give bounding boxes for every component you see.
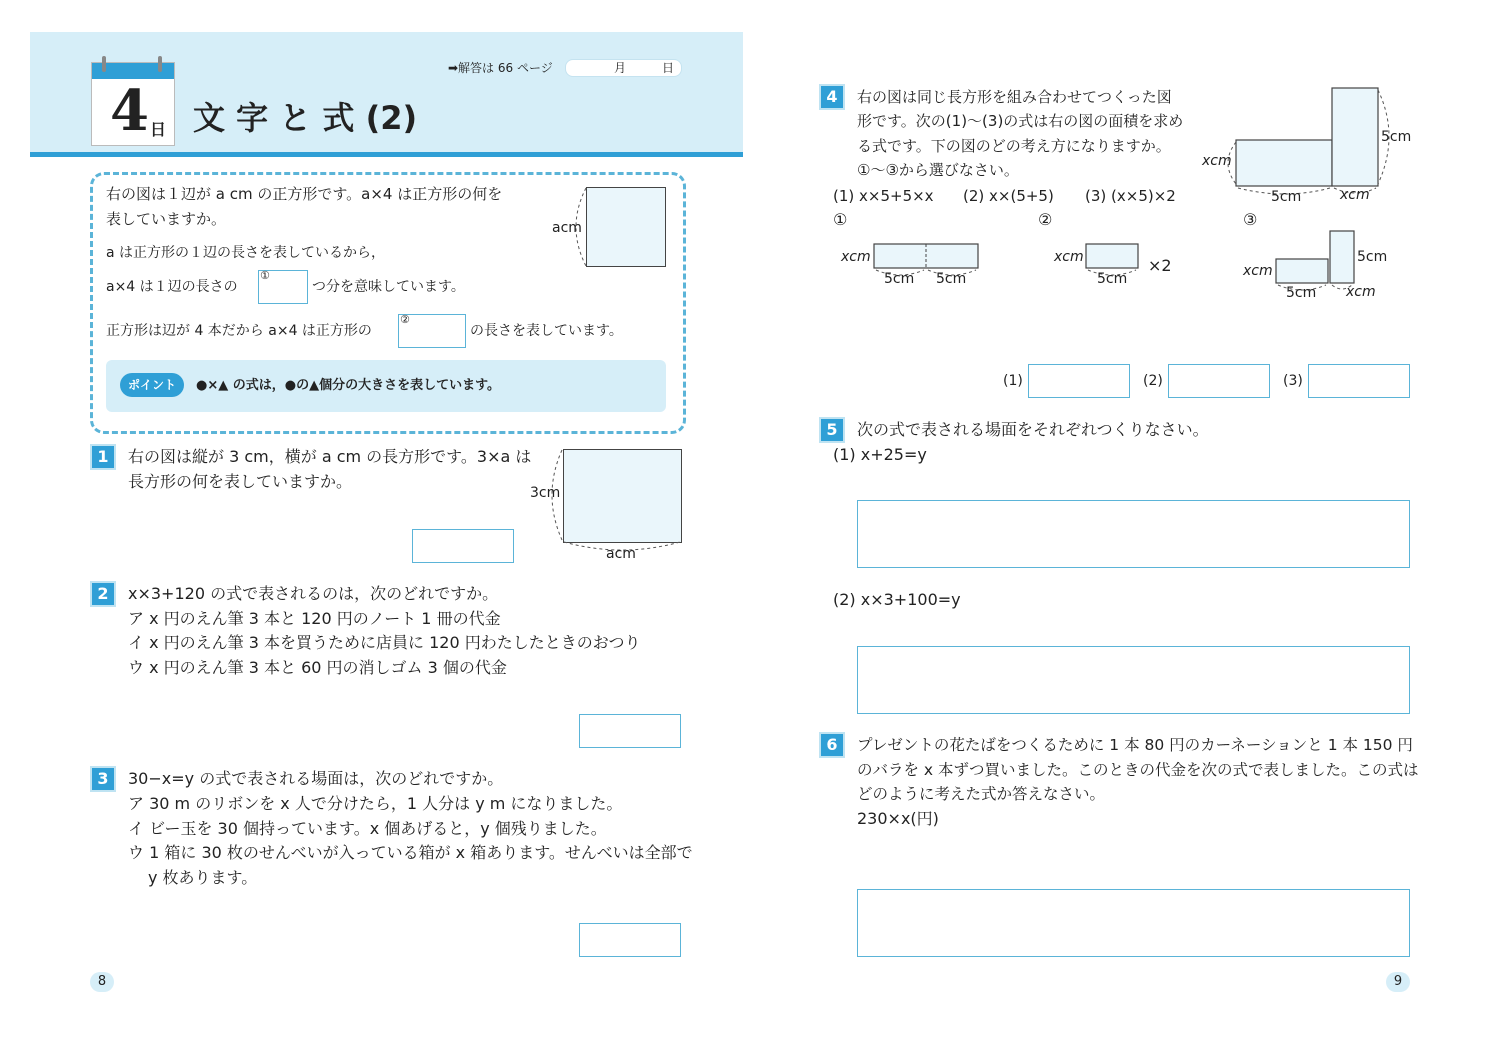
calendar-ring-icon xyxy=(158,56,162,72)
q3-option-a: ア 30 m のリボンを x 人で分けたら，1 人分は y m になりました。 xyxy=(128,794,623,813)
choice-1-x-label: xcm xyxy=(841,249,871,265)
question-number-2: 2 xyxy=(90,581,116,607)
q3-option-u-1: ウ 1 箱に 30 枚のせんべいが入っている箱が x 箱あります。せんべいは全部で xyxy=(128,843,693,862)
question-number-3: 3 xyxy=(90,766,116,792)
q5-sub-1: (1) x+25=y xyxy=(833,445,927,464)
choice-3-x-label: xcm xyxy=(1243,263,1273,279)
month-label: 月 xyxy=(614,61,627,75)
intro-line-2: 表していますか。 xyxy=(106,210,227,228)
q4-line-2: 形です。次の(1)〜(3)の式は右の図の面積を求め xyxy=(857,112,1184,130)
intro-line-5a: 正方形は辺が 4 本だから a×4 は正方形の xyxy=(106,323,372,339)
question-number-4: 4 xyxy=(819,84,845,110)
q3-option-u-2: y 枚あります。 xyxy=(148,868,258,887)
q4-line-3: る式です。下の図のどの考え方になりますか。 xyxy=(857,137,1171,155)
point-badge: ポイント xyxy=(120,373,184,397)
q4-answer-1-label: (1) xyxy=(1003,373,1023,389)
blank-1-mark: ① xyxy=(260,269,270,282)
page-number-right: 9 xyxy=(1386,972,1410,992)
q4-expression-3: (3) (x×5)×2 xyxy=(1085,187,1176,205)
q5-answer-1-box[interactable] xyxy=(857,500,1410,568)
choice-2-times-two: ×2 xyxy=(1148,256,1172,275)
l-shape-figure xyxy=(1200,82,1430,212)
choice-2-x-label: xcm xyxy=(1054,249,1084,265)
q6-line-3: どのように考えた式か答えなさい。 xyxy=(857,785,1106,803)
q1-line-2: 長方形の何を表していますか。 xyxy=(128,472,353,491)
intro-blank-2[interactable] xyxy=(398,314,466,348)
choice-1-label: ① xyxy=(833,210,848,229)
q4-answer-2-label: (2) xyxy=(1143,373,1163,389)
day-suffix: 日 xyxy=(150,120,167,139)
q4-answer-3-box[interactable] xyxy=(1308,364,1410,398)
page-title: 文 字 と 式 (2) xyxy=(193,99,418,137)
point-text: ●×▲ の式は，●の▲個分の大きさを表しています。 xyxy=(196,378,501,393)
intro-line-4b: つ分を意味しています。 xyxy=(312,279,465,295)
square-side-label: acm xyxy=(552,220,582,236)
intro-line-1: 右の図は１辺が a cm の正方形です。a×4 は正方形の何を xyxy=(106,185,503,203)
choice-1-5cm-a: 5cm xyxy=(884,271,915,287)
intro-line-3: a は正方形の１辺の長さを表しているから， xyxy=(106,245,386,261)
intro-line-4a: a×4 は１辺の長さの xyxy=(106,279,238,295)
rectangle-width-label: acm xyxy=(606,546,636,562)
q3-answer-box[interactable] xyxy=(579,923,681,957)
q1-answer-box[interactable] xyxy=(412,529,514,563)
choice-1-5cm-b: 5cm xyxy=(936,271,967,287)
day-label: 日 xyxy=(662,61,675,75)
q5-answer-2-box[interactable] xyxy=(857,646,1410,714)
l-shape-left-label: xcm xyxy=(1202,153,1232,169)
l-shape-bottom-label: 5cm xyxy=(1271,189,1302,205)
question-number-6: 6 xyxy=(819,732,845,758)
q2-line-1: x×3+120 の式で表されるのは，次のどれですか。 xyxy=(128,584,499,603)
page-number-left: 8 xyxy=(90,972,114,992)
l-shape-height-label: 5cm xyxy=(1381,129,1412,145)
rectangle-height-label: 3cm xyxy=(530,485,561,501)
choice-3-x-bottom: xcm xyxy=(1346,284,1376,300)
question-number-1: 1 xyxy=(90,444,116,470)
answer-reference: ➡解答は 66 ページ xyxy=(448,61,553,75)
square-figure xyxy=(586,187,666,267)
intro-blank-1[interactable] xyxy=(258,270,308,304)
choice-2-label: ② xyxy=(1038,210,1053,229)
intro-line-5b: の長さを表しています。 xyxy=(470,323,623,339)
question-number-5: 5 xyxy=(819,417,845,443)
q4-line-1: 右の図は同じ長方形を組み合わせてつくった図 xyxy=(857,88,1172,106)
choice-3-5cm-right: 5cm xyxy=(1357,249,1388,265)
q6-line-2: のバラを x 本ずつ買いました。このときの代金を次の式で表しました。この式は xyxy=(857,761,1419,779)
choice-2-5cm: 5cm xyxy=(1097,271,1128,287)
q6-line-4: 230×x(円) xyxy=(857,809,939,828)
rectangle-figure-braces xyxy=(540,448,685,558)
q3-line-1: 30−x=y の式で表される場面は，次のどれですか。 xyxy=(128,769,504,788)
q4-answer-1-box[interactable] xyxy=(1028,364,1130,398)
q2-option-i: イ x 円のえん筆 3 本を買うために店員に 120 円わたしたときのおつり xyxy=(128,633,641,652)
q5-sub-2: (2) x×3+100=y xyxy=(833,590,961,609)
q4-line-4: ①〜③から選びなさい。 xyxy=(857,161,1019,179)
calendar-ring-icon xyxy=(102,56,106,72)
q4-expression-1: (1) x×5+5×x xyxy=(833,187,934,205)
q4-answer-3-label: (3) xyxy=(1283,373,1303,389)
calendar-day-card xyxy=(91,62,175,146)
choice-3-5cm-bottom: 5cm xyxy=(1286,285,1317,301)
q2-option-u: ウ x 円のえん筆 3 本と 60 円の消しゴム 3 個の代金 xyxy=(128,658,507,677)
day-number: 4 xyxy=(110,78,149,144)
q1-line-1: 右の図は縦が 3 cm，横が a cm の長方形です。3×a は xyxy=(128,447,532,466)
blank-2-mark: ② xyxy=(400,313,410,326)
q5-line-1: 次の式で表される場面をそれぞれつくりなさい。 xyxy=(857,420,1209,439)
q3-option-i: イ ビー玉を 30 個持っています。x 個あげると，y 個残りました。 xyxy=(128,819,607,838)
q4-answer-2-box[interactable] xyxy=(1168,364,1270,398)
date-field[interactable] xyxy=(565,59,682,77)
q2-option-a: ア x 円のえん筆 3 本と 120 円のノート 1 冊の代金 xyxy=(128,609,501,628)
q2-answer-box[interactable] xyxy=(579,714,681,748)
l-shape-bottom-right-label: xcm xyxy=(1340,187,1370,203)
choice-3-label: ③ xyxy=(1243,210,1258,229)
header-underline xyxy=(30,152,743,157)
q4-expression-2: (2) x×(5+5) xyxy=(963,187,1054,205)
q6-line-1: プレゼントの花たばをつくるために 1 本 80 円のカーネーションと 1 本 150 円 xyxy=(857,736,1413,754)
q6-answer-box[interactable] xyxy=(857,889,1410,957)
